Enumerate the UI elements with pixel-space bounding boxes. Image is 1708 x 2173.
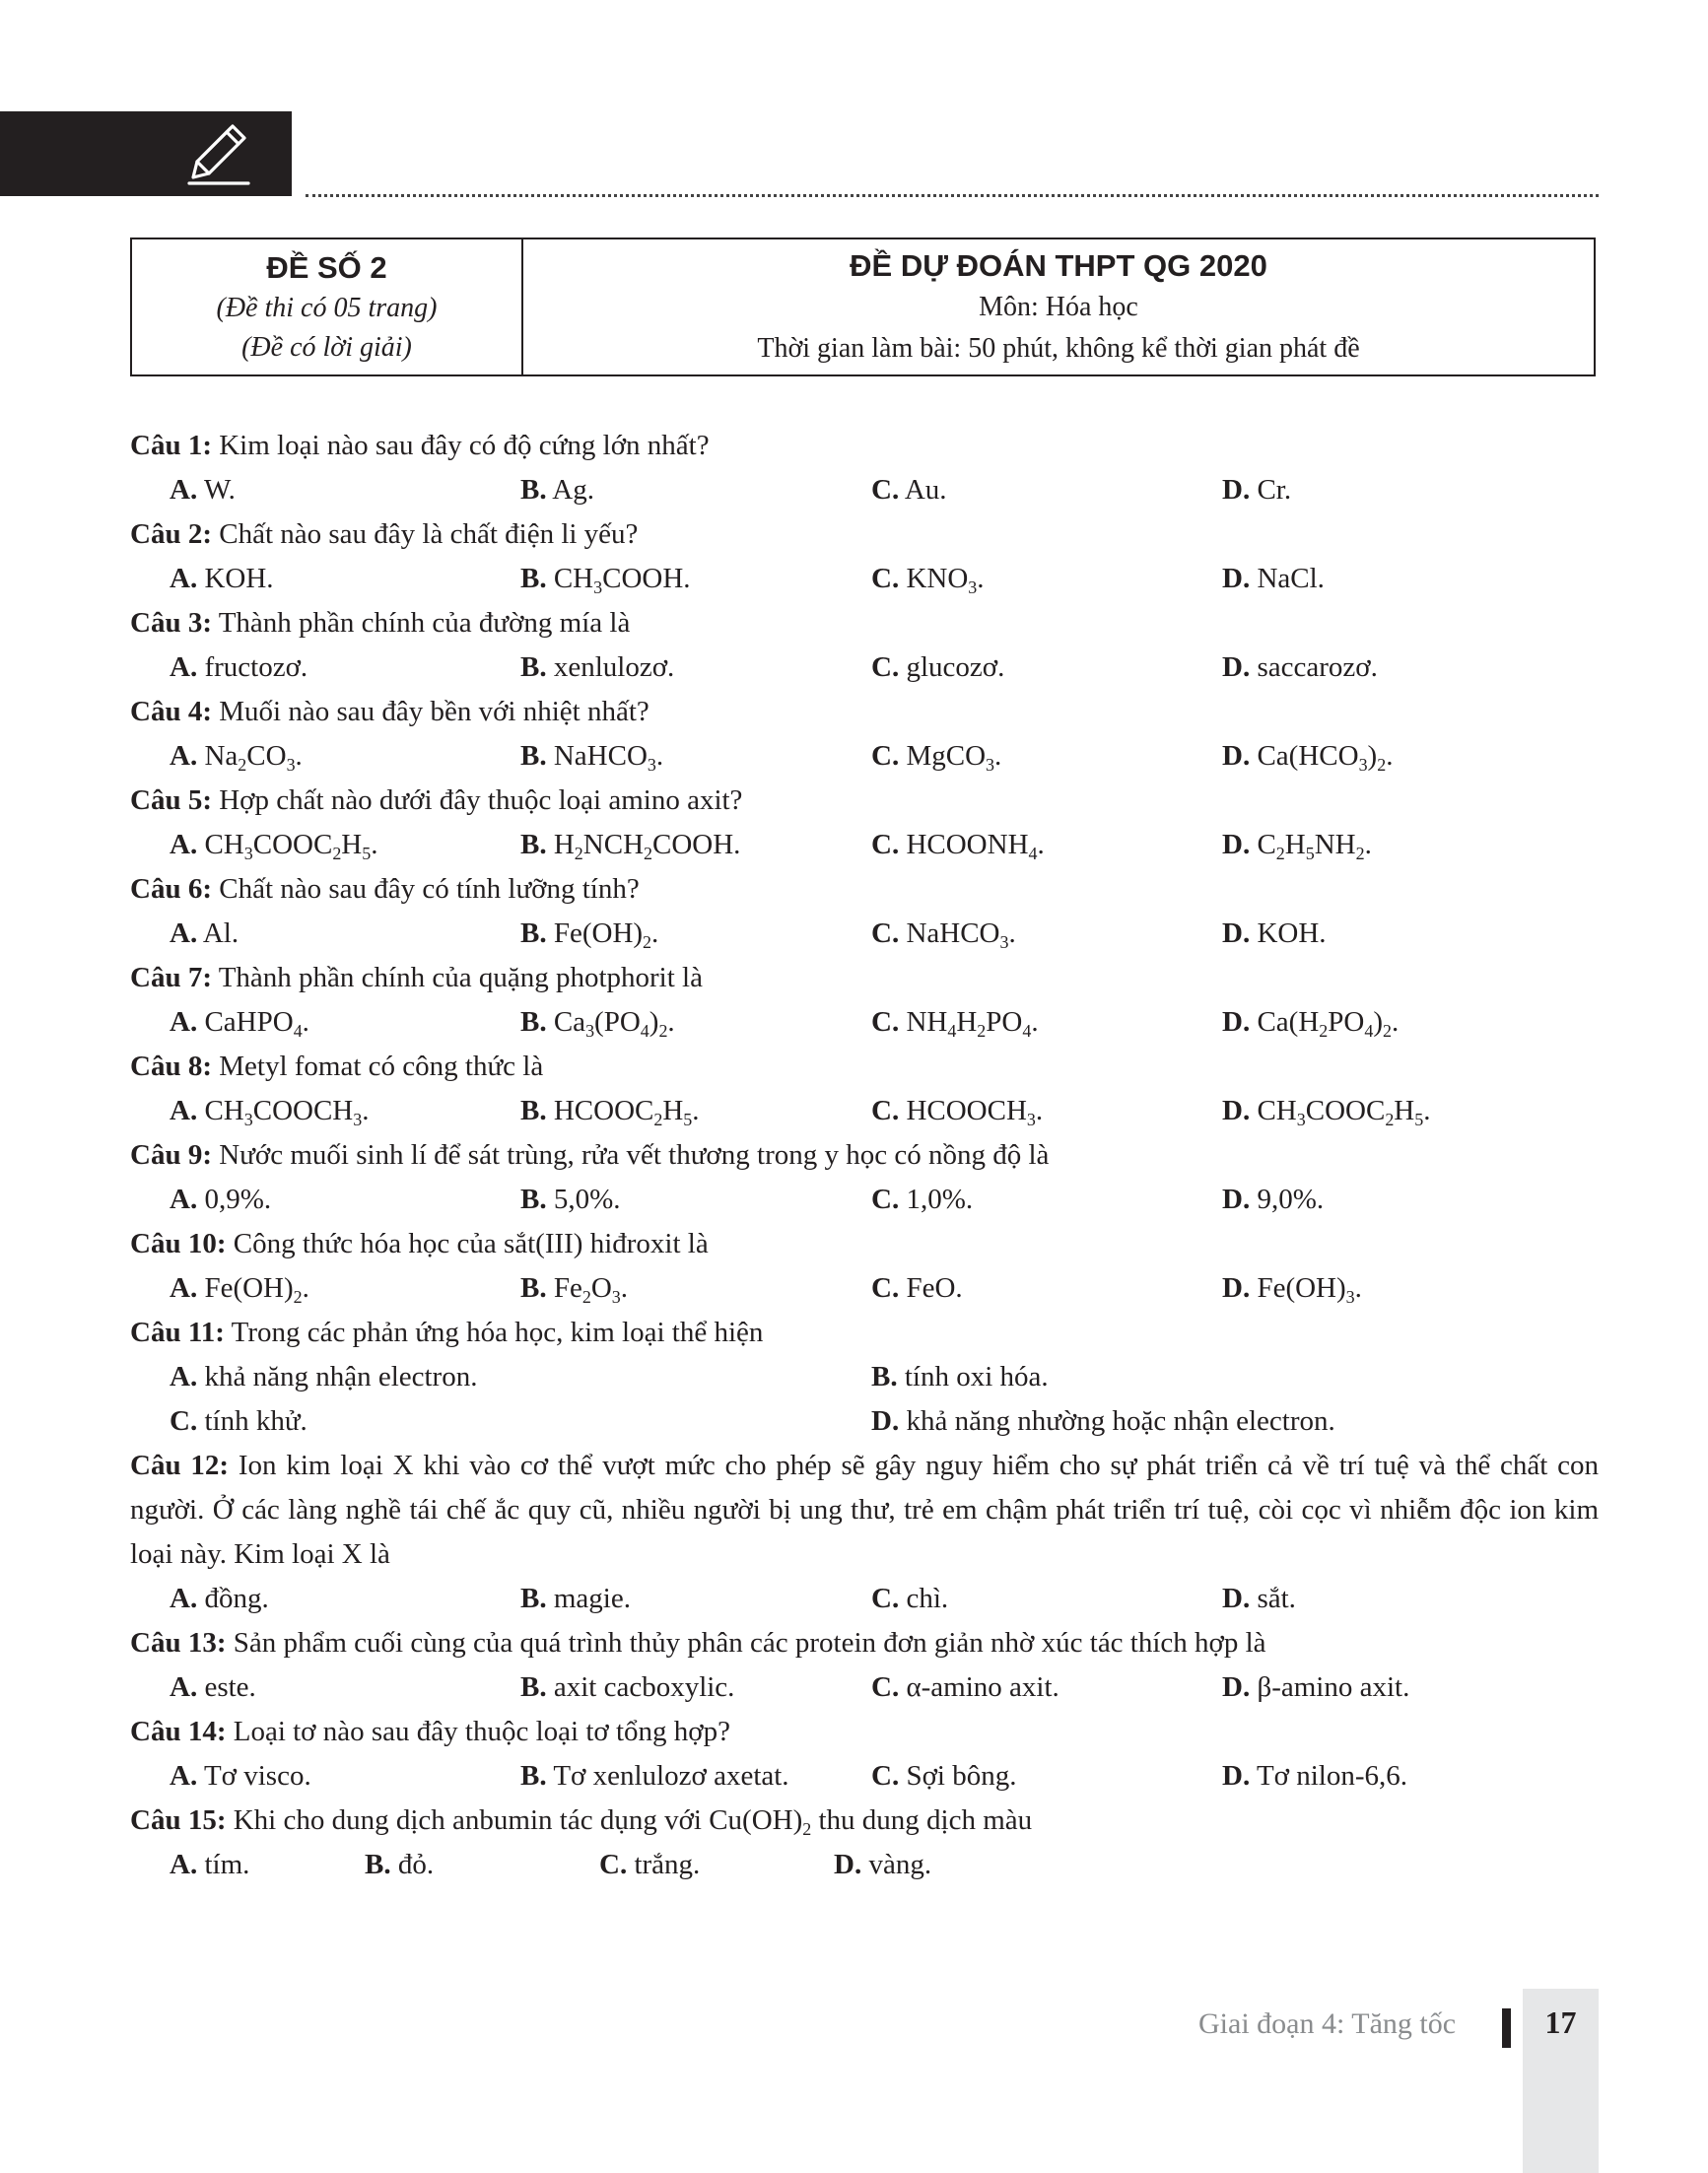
answer-option[interactable] xyxy=(1222,823,1573,867)
answer-option[interactable] xyxy=(599,1843,834,1887)
answer-option[interactable] xyxy=(170,1266,520,1311)
option-letter: C. xyxy=(871,1760,900,1792)
option-text: glucozơ. xyxy=(906,651,1005,683)
option-letter: C. xyxy=(871,917,900,949)
question-13 xyxy=(130,1621,1599,1665)
answer-option[interactable] xyxy=(170,1000,520,1045)
answer-option[interactable] xyxy=(520,1000,871,1045)
option-letter: D. xyxy=(1222,1760,1251,1792)
option-text: $HCOOC_2H_5$. xyxy=(553,1095,700,1129)
option-letter: A. xyxy=(170,1006,198,1038)
answer-option[interactable] xyxy=(170,734,520,779)
answer-options xyxy=(130,1665,1599,1710)
option-text: $CH_3COOC_2H_5$. xyxy=(204,829,378,863)
option-letter: D. xyxy=(1222,829,1251,860)
question-9 xyxy=(130,1133,1599,1178)
option-letter: D. xyxy=(1222,1272,1251,1304)
question-4 xyxy=(130,690,1599,734)
option-letter: A. xyxy=(170,1184,198,1215)
solution-note: (Đề có lời giải) xyxy=(241,331,412,363)
option-text: $Na_2CO_3$. xyxy=(204,740,303,775)
answer-option[interactable] xyxy=(170,823,520,867)
answer-option[interactable] xyxy=(170,1665,520,1710)
question-label: Câu 10: xyxy=(130,1228,227,1259)
answer-options xyxy=(130,1355,1599,1399)
option-text: Au. xyxy=(904,474,947,506)
answer-option[interactable] xyxy=(520,912,871,956)
option-letter: B. xyxy=(365,1849,391,1880)
option-letter: A. xyxy=(170,474,198,506)
question-text: Chất nào sau đây có tính lưỡng tính? xyxy=(219,873,640,905)
option-text: 9,0%. xyxy=(1257,1184,1325,1215)
answer-option[interactable] xyxy=(871,1665,1222,1710)
answer-option[interactable] xyxy=(1222,1178,1573,1222)
question-text: Chất nào sau đây là chất điện li yếu? xyxy=(219,518,639,550)
answer-option[interactable] xyxy=(170,468,520,512)
question-label: Câu 2: xyxy=(130,518,212,550)
option-letter: A. xyxy=(170,1583,198,1614)
option-text: $Ca(HCO_3)_2$. xyxy=(1257,740,1394,775)
answer-option[interactable] xyxy=(871,1577,1222,1621)
question-3 xyxy=(130,601,1599,645)
question-label: Câu 8: xyxy=(130,1051,212,1082)
answer-option[interactable] xyxy=(1222,1577,1573,1621)
answer-option[interactable] xyxy=(871,645,1222,690)
answer-option[interactable] xyxy=(520,1577,871,1621)
option-letter: C. xyxy=(871,740,900,772)
option-text: khả năng nhường hoặc nhận electron. xyxy=(906,1405,1335,1437)
option-text: Sợi bông. xyxy=(906,1760,1017,1792)
question-5 xyxy=(130,779,1599,823)
exam-header-box xyxy=(130,238,1596,376)
option-text: tím. xyxy=(204,1849,250,1880)
answer-option[interactable] xyxy=(170,557,520,601)
answer-options xyxy=(130,734,1599,779)
question-7 xyxy=(130,956,1599,1000)
answer-option[interactable] xyxy=(170,645,520,690)
option-text: KOH. xyxy=(1257,917,1327,949)
option-text: trắng. xyxy=(634,1849,701,1880)
option-text: $NH_4H_2PO_4$. xyxy=(906,1006,1039,1041)
option-text: fructozơ. xyxy=(204,651,308,683)
option-letter: C. xyxy=(871,829,900,860)
option-text: $HCOOCH_3$. xyxy=(906,1095,1044,1129)
option-letter: C. xyxy=(871,1583,900,1614)
question-label: Câu 3: xyxy=(130,607,212,639)
option-text: Tơ visco. xyxy=(203,1760,311,1792)
option-letter: B. xyxy=(520,1760,547,1792)
question-label: Câu 7: xyxy=(130,962,212,993)
question-text: Công thức hóa học của sắt(III) hiđroxit là xyxy=(233,1228,709,1259)
option-letter: D. xyxy=(1222,651,1251,683)
answer-option[interactable] xyxy=(520,645,871,690)
answer-option[interactable] xyxy=(1222,1000,1573,1045)
question-label: Câu 9: xyxy=(130,1139,212,1171)
option-text: $HCOONH_4$. xyxy=(906,829,1045,863)
footer-section: Giai đoạn 4: Tăng tốc xyxy=(1198,2007,1457,2040)
answer-option[interactable] xyxy=(871,1754,1222,1799)
option-text: NaHCO$_3$. xyxy=(906,917,1016,952)
answer-option[interactable] xyxy=(1222,645,1573,690)
answer-option[interactable] xyxy=(871,1355,1573,1399)
option-letter: D. xyxy=(1222,1184,1251,1215)
answer-option[interactable] xyxy=(1222,557,1573,601)
option-letter: A. xyxy=(170,1095,198,1126)
option-text: FeO. xyxy=(906,1272,963,1304)
option-text: $H_2NCH_2COOH$. xyxy=(553,829,741,863)
option-text: vàng. xyxy=(868,1849,932,1880)
answer-option[interactable] xyxy=(520,1089,871,1133)
question-text: Thành phần chính của quặng photphorit là xyxy=(218,962,703,993)
option-letter: C. xyxy=(871,1272,900,1304)
option-text: Cr. xyxy=(1257,474,1292,506)
option-letter: C. xyxy=(871,1095,900,1126)
exam-title: ĐỀ DỰ ĐOÁN THPT QG 2020 xyxy=(850,247,1267,283)
option-letter: B. xyxy=(871,1361,898,1392)
answer-option[interactable] xyxy=(520,557,871,601)
question-text: Muối nào sau đây bền với nhiệt nhất? xyxy=(219,696,649,727)
answer-option[interactable] xyxy=(871,1399,1573,1444)
option-letter: C. xyxy=(170,1405,198,1437)
option-text: KOH. xyxy=(204,563,274,594)
pages-note: (Đề thi có 05 trang) xyxy=(216,292,438,323)
question-text: Ion kim loại X khi vào cơ thể vượt mức cho phép sẽ gây nguy hiểm cho sự phát triển cả về trí tuệ và thể chất con người. Ở các làng nghề tái chế ắc quy cũ, nhiều người bị ung thư, trẻ em chậm phát triển trí tuệ, còi cọc vì nhiễm độc ion kim loại này. Kim loại X là xyxy=(130,1450,1600,1570)
answer-option[interactable] xyxy=(520,468,871,512)
option-text: $C_2H_5NH_2$. xyxy=(1257,829,1372,863)
exam-info-cell xyxy=(523,239,1594,374)
answer-option[interactable] xyxy=(1222,912,1573,956)
answer-option[interactable] xyxy=(871,734,1222,779)
option-text: Tơ nilon-6,6. xyxy=(1256,1760,1408,1792)
option-letter: B. xyxy=(520,829,547,860)
exam-id-cell xyxy=(132,239,523,374)
option-letter: B. xyxy=(520,1671,547,1703)
answer-options xyxy=(130,1843,1599,1887)
option-letter: A. xyxy=(170,651,198,683)
option-letter: D. xyxy=(1222,474,1251,506)
question-8 xyxy=(130,1045,1599,1089)
answer-option[interactable] xyxy=(170,1754,520,1799)
option-letter: B. xyxy=(520,1006,547,1038)
answer-options xyxy=(130,645,1599,690)
option-text: tính oxi hóa. xyxy=(904,1361,1049,1392)
answer-option[interactable] xyxy=(1222,1665,1573,1710)
option-text: $CH_3COOH$. xyxy=(553,563,691,597)
option-text: $Fe(OH)_3$. xyxy=(1257,1272,1362,1307)
option-letter: C. xyxy=(871,1006,900,1038)
answer-options xyxy=(130,912,1599,956)
option-letter: A. xyxy=(170,1361,198,1392)
option-text: Al. xyxy=(202,917,239,949)
answer-options xyxy=(130,823,1599,867)
option-letter: A. xyxy=(170,829,198,860)
option-letter: A. xyxy=(170,917,198,949)
option-letter: D. xyxy=(1222,1095,1251,1126)
answer-option[interactable] xyxy=(170,1089,520,1133)
option-letter: D. xyxy=(1222,917,1251,949)
option-letter: D. xyxy=(1222,1006,1251,1038)
question-text: Thành phần chính của đường mía là xyxy=(218,607,631,639)
option-letter: C. xyxy=(871,563,900,594)
answer-option[interactable] xyxy=(871,1266,1222,1311)
question-label: Câu 4: xyxy=(130,696,212,727)
answer-option[interactable] xyxy=(871,823,1222,867)
answer-options xyxy=(130,1266,1599,1311)
option-letter: B. xyxy=(520,740,547,772)
question-text: Kim loại nào sau đây có độ cứng lớn nhất? xyxy=(219,430,710,461)
question-10 xyxy=(130,1222,1599,1266)
option-text: α-amino axit. xyxy=(906,1671,1059,1703)
answer-option[interactable] xyxy=(520,823,871,867)
option-text: 5,0%. xyxy=(553,1184,621,1215)
answer-option[interactable] xyxy=(520,1178,871,1222)
option-letter: A. xyxy=(170,1849,198,1880)
answer-option[interactable] xyxy=(1222,734,1573,779)
option-letter: A. xyxy=(170,740,198,772)
answer-options xyxy=(130,557,1599,601)
option-text: axit cacboxylic. xyxy=(553,1671,735,1703)
option-letter: C. xyxy=(599,1849,628,1880)
option-text: CaHPO$_4$. xyxy=(204,1006,309,1041)
option-letter: B. xyxy=(520,1095,547,1126)
answer-options xyxy=(130,1399,1599,1444)
question-label: Câu 1: xyxy=(130,430,212,461)
option-letter: B. xyxy=(520,563,547,594)
option-letter: B. xyxy=(520,1184,547,1215)
question-label: Câu 15: xyxy=(130,1804,227,1836)
answer-option[interactable] xyxy=(871,468,1222,512)
option-text: Tơ xenlulozơ axetat. xyxy=(553,1760,789,1792)
answer-option[interactable] xyxy=(520,1665,871,1710)
answer-option[interactable] xyxy=(170,1577,520,1621)
answer-option[interactable] xyxy=(871,1000,1222,1045)
answer-option[interactable] xyxy=(1222,1089,1573,1133)
option-text: 1,0%. xyxy=(906,1184,974,1215)
question-text: Trong các phản ứng hóa học, kim loại thể hiện xyxy=(231,1317,764,1348)
question-text: Sản phẩm cuối cùng của quá trình thủy phân các protein đơn giản nhờ xúc tác thích hợp là xyxy=(233,1627,1266,1659)
option-letter: C. xyxy=(871,651,900,683)
exam-duration: Thời gian làm bài: 50 phút, không kể thời gian phát đề xyxy=(757,332,1360,364)
answer-option[interactable] xyxy=(170,1355,871,1399)
option-text: khả năng nhận electron. xyxy=(204,1361,478,1392)
answer-option[interactable] xyxy=(365,1843,599,1887)
option-text: tính khử. xyxy=(204,1405,307,1437)
question-label: Câu 12: xyxy=(130,1450,230,1481)
answer-option[interactable] xyxy=(834,1843,931,1887)
option-text: NaHCO$_3$. xyxy=(553,740,664,775)
option-letter: B. xyxy=(520,1272,547,1304)
option-text: 0,9%. xyxy=(204,1184,272,1215)
option-letter: B. xyxy=(520,917,547,949)
exam-number: ĐỀ SỐ 2 xyxy=(266,249,387,285)
option-text: saccarozơ. xyxy=(1257,651,1378,683)
answer-option[interactable] xyxy=(170,1399,871,1444)
option-text: $Ca_3(PO_4)_2$. xyxy=(553,1006,675,1041)
option-text: $Ca(H_2PO_4)_2$. xyxy=(1257,1006,1400,1041)
answer-options xyxy=(130,1089,1599,1133)
answer-options xyxy=(130,1178,1599,1222)
answer-option[interactable] xyxy=(520,1754,871,1799)
option-text: đỏ. xyxy=(397,1849,435,1880)
answer-option[interactable] xyxy=(520,734,871,779)
answer-option[interactable] xyxy=(170,1178,520,1222)
option-text: sắt. xyxy=(1257,1583,1296,1614)
option-letter: C. xyxy=(871,1184,900,1215)
answer-options xyxy=(130,468,1599,512)
question-14 xyxy=(130,1710,1599,1754)
exam-subject: Môn: Hóa học xyxy=(979,291,1138,322)
option-text: β-amino axit. xyxy=(1257,1671,1410,1703)
option-text: magie. xyxy=(553,1583,631,1614)
option-text: đồng. xyxy=(204,1583,269,1614)
answer-option[interactable] xyxy=(1222,468,1573,512)
answer-option[interactable] xyxy=(170,1843,365,1887)
option-text: MgCO$_3$. xyxy=(906,740,1002,775)
option-text: $KNO_3$. xyxy=(906,563,985,597)
question-text: Loại tơ nào sau đây thuộc loại tơ tổng hợp? xyxy=(233,1716,730,1747)
option-text: $Fe_2O_3$. xyxy=(553,1272,629,1307)
question-12 xyxy=(130,1444,1599,1577)
option-text: $CH_3COOC_2H_5$. xyxy=(1257,1095,1431,1129)
option-text: $Fe(OH)_2$. xyxy=(553,917,659,952)
option-letter: D. xyxy=(1222,1583,1251,1614)
answer-option[interactable] xyxy=(1222,1266,1573,1311)
answer-option[interactable] xyxy=(871,1089,1222,1133)
option-text: NaCl. xyxy=(1257,563,1325,594)
answer-option[interactable] xyxy=(170,912,520,956)
answer-options xyxy=(130,1577,1599,1621)
question-label: Câu 13: xyxy=(130,1627,227,1659)
option-letter: D. xyxy=(1222,563,1251,594)
pencil-icon xyxy=(183,120,254,187)
option-letter: B. xyxy=(520,1583,547,1614)
option-letter: C. xyxy=(871,1671,900,1703)
option-letter: A. xyxy=(170,563,198,594)
option-letter: A. xyxy=(170,1760,198,1792)
question-label: Câu 5: xyxy=(130,784,212,816)
page-number: 17 xyxy=(1544,2004,1577,2040)
header-dotted-rule xyxy=(306,194,1599,197)
answer-options xyxy=(130,1000,1599,1045)
option-letter: A. xyxy=(170,1272,198,1304)
option-text: xenlulozơ. xyxy=(553,651,675,683)
option-text: $Fe(OH)_2$. xyxy=(204,1272,309,1307)
option-text: este. xyxy=(204,1671,256,1703)
option-letter: B. xyxy=(520,474,547,506)
option-text: chì. xyxy=(906,1583,949,1614)
question-1 xyxy=(130,424,1599,468)
option-letter: D. xyxy=(871,1405,900,1437)
question-label: Câu 14: xyxy=(130,1716,227,1747)
question-2 xyxy=(130,512,1599,557)
answer-option[interactable] xyxy=(871,557,1222,601)
question-6 xyxy=(130,867,1599,912)
option-letter: D. xyxy=(1222,740,1251,772)
question-label: Câu 11: xyxy=(130,1317,225,1348)
footer-divider xyxy=(1502,2008,1511,2048)
option-letter: B. xyxy=(520,651,547,683)
option-letter: D. xyxy=(1222,1671,1251,1703)
question-15 xyxy=(130,1799,1599,1843)
option-text: Ag. xyxy=(552,474,594,506)
option-letter: D. xyxy=(834,1849,862,1880)
question-label: Câu 6: xyxy=(130,873,212,905)
question-text: Khi cho dung dịch anbumin tác dụng với $Cu(OH)_2$ thu dung dịch màu xyxy=(233,1804,1033,1839)
option-letter: C. xyxy=(871,474,900,506)
answer-option[interactable] xyxy=(871,1178,1222,1222)
option-letter: A. xyxy=(170,1671,198,1703)
answer-option[interactable] xyxy=(1222,1754,1573,1799)
question-11 xyxy=(130,1311,1599,1355)
answer-options xyxy=(130,1754,1599,1799)
question-text: Metyl fomat có công thức là xyxy=(219,1051,544,1082)
option-text: W. xyxy=(203,474,236,506)
question-text: Hợp chất nào dưới đây thuộc loại amino axit? xyxy=(219,784,743,816)
answer-option[interactable] xyxy=(871,912,1222,956)
answer-option[interactable] xyxy=(520,1266,871,1311)
question-list xyxy=(130,424,1599,1887)
question-text: Nước muối sinh lí để sát trùng, rửa vết thương trong y học có nồng độ là xyxy=(219,1139,1050,1171)
option-text: $CH_3COOCH_3$. xyxy=(204,1095,370,1129)
